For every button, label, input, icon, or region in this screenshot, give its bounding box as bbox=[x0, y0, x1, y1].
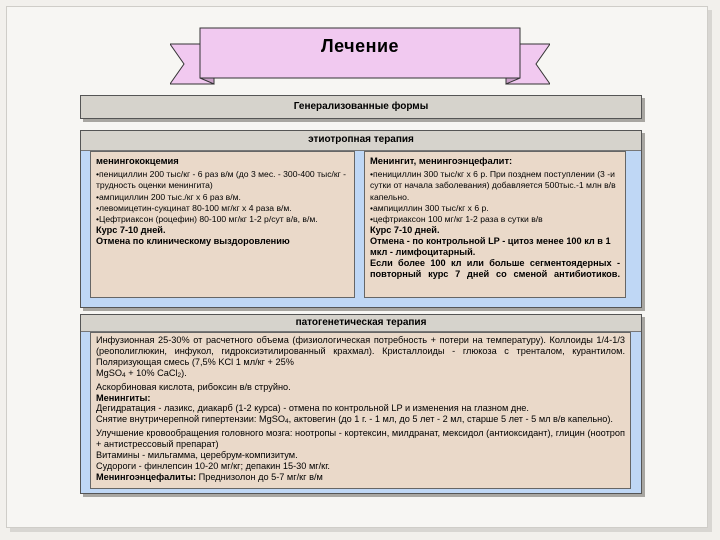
mgso-subscript: 4 bbox=[122, 371, 126, 379]
pathogenetic-text bbox=[90, 332, 631, 489]
repeat-course: Если более 100 кл или больше сегментоядерных - повторный курс 7 дней со сменой антибиотиков. bbox=[370, 258, 620, 280]
cancel-criterion: Отмена - по контрольной LP - цитоз менее 100 кл в 1 мкл - лимфоцитарный. bbox=[370, 236, 611, 258]
seizures-text: Судороги - финлепсин 10-20 мг/кг; депакин 15-30 мг/кг. bbox=[96, 460, 330, 471]
mix-end: ). bbox=[181, 367, 187, 378]
icp-text-end: , актовегин (до 1 г. - 1 мл, до 5 лет - 2 мл, старше 5 лет - 5 мл в/в капельно). bbox=[288, 414, 613, 425]
encephalitis-line bbox=[96, 472, 625, 483]
generalized-forms-header bbox=[80, 95, 642, 119]
ascorbic-text: Аскорбиновая кислота, рибоксин в/в струйно. bbox=[96, 381, 291, 392]
icp-line bbox=[96, 414, 625, 428]
pathogenetic-panel bbox=[80, 314, 642, 494]
course-duration: Курс 7-10 дней. bbox=[96, 225, 166, 236]
meningococcemia-title: менингококцемия bbox=[96, 155, 179, 166]
encephalitis-text: Преднизолон до 5-7 мг/кг в/м bbox=[196, 471, 323, 482]
mgso-label: MgSO bbox=[96, 367, 123, 378]
infusion-text: Инфузионная 25-30% от расчетного объема (физиологическая потребность + потери на температуру). Коллоиды 1/4-1/3 (реополиглюкин, инфукол, гидроксиэтилированный крахмал). Кристаллоиды - глюкоза с тренталом, курантилом. Поляризующая смесь (7,5% KCl 1 мл/кг + 25% bbox=[96, 335, 625, 367]
dehydration-text: Дегидратация - лазикс, диакарб (1-2 курса) - отмена по контрольной LP и изменения на глазном дне. bbox=[96, 403, 529, 414]
list-item: •ампициллин 300 тыс/кг х 6 р. bbox=[370, 202, 489, 213]
icp-text: Снятие внутричерепной гипертензии: MgSO bbox=[96, 414, 286, 425]
course-duration: Курс 7-10 дней. bbox=[370, 225, 440, 236]
list-item: •левомицетин-сукцинат 80-100 мг/кг х 4 раза в/м. bbox=[96, 202, 292, 213]
meningitis-title: Менингит, менингоэнцефалит: bbox=[370, 155, 513, 166]
etiotropic-header-label: этиотропная терапия bbox=[308, 134, 414, 145]
icp-subscript: 4 bbox=[285, 418, 289, 426]
polarizing-mix-line bbox=[96, 368, 625, 382]
meningitis-label: Менингиты: bbox=[96, 392, 151, 403]
circulation-text: Улучшение кровообращения головного мозга: ноотропы - кортексин, милдранат, мексидол (антиоксидант), глицин (ноотроп + антистрессовый препарат) bbox=[96, 428, 625, 450]
etiotropic-panel bbox=[80, 130, 642, 308]
ribbon-shape bbox=[170, 22, 550, 100]
etiotropic-header bbox=[81, 131, 641, 151]
cacl-label: + 10% CaCl bbox=[125, 367, 178, 378]
encephalitis-label: Менингоэнцефалиты: bbox=[96, 471, 197, 482]
page-title: Лечение bbox=[320, 36, 400, 56]
cancel-criterion: Отмена по клиническому выздоровлению bbox=[96, 236, 290, 247]
pathogenetic-header-label: патогенетическая терапия bbox=[295, 317, 427, 328]
meningitis-column bbox=[364, 151, 626, 298]
generalized-forms-label: Генерализованные формы bbox=[293, 101, 429, 112]
cacl-subscript: 2 bbox=[177, 371, 182, 379]
list-item: •цефтриаксон 100 мг/кг 1-2 раза в сутки в/в bbox=[370, 214, 543, 225]
meningococcemia-column bbox=[90, 151, 355, 298]
list-item: •пенициллин 200 тыс/кг - 6 раз в/м (до 3 мес. - 300-400 тыс/кг - трудность оценки менингита) bbox=[96, 169, 347, 191]
list-item: •Цефтриаксон (роцефин) 80-100 мг/кг 1-2 р/сут в/в, в/м. bbox=[96, 214, 318, 225]
list-item: •ампициллин 200 тыс./кг х 6 раз в/м. bbox=[96, 191, 241, 202]
list-item: •пенициллин 300 тыс/кг х 6 р. При позднем поступлении (3 -и сутки от начала заболевания) добавляется 500тыс.-1 млн в/в капельно. bbox=[370, 169, 616, 202]
vitamins-text: Витамины - мильгамма, церебрум-компизитум. bbox=[96, 450, 298, 461]
pathogenetic-header bbox=[81, 315, 641, 332]
title-banner bbox=[170, 22, 550, 100]
